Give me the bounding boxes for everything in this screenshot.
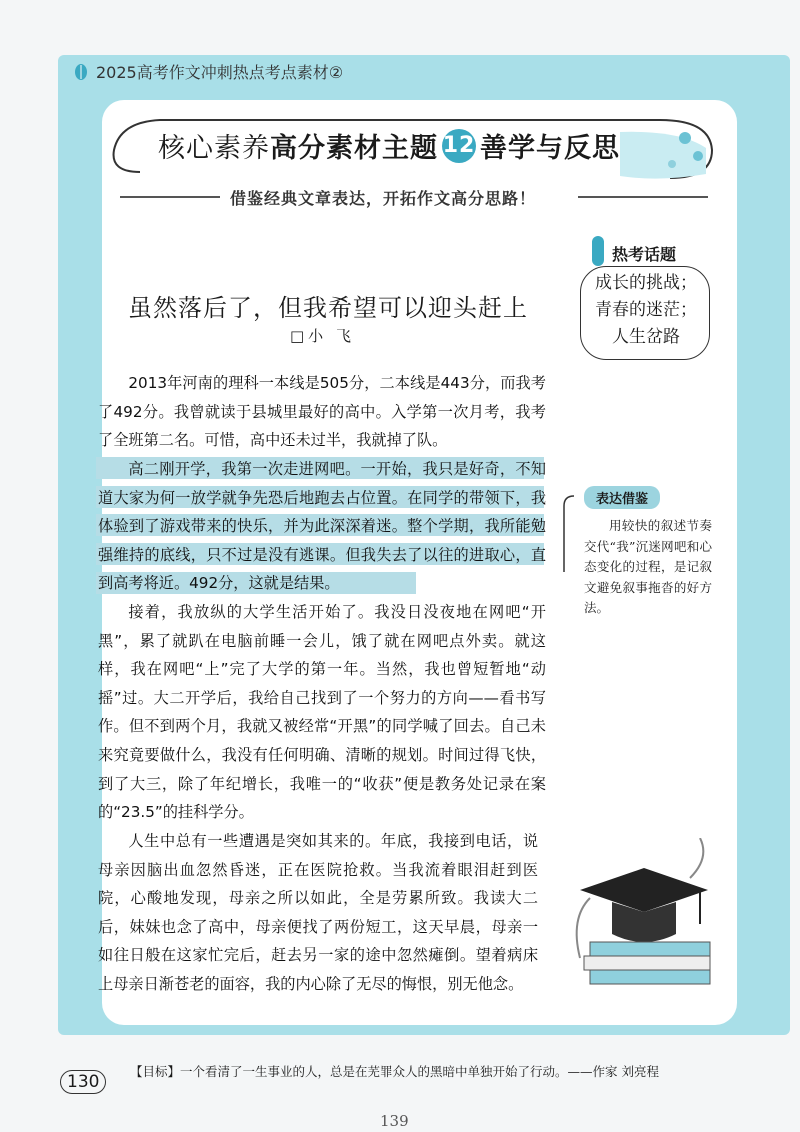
title-banner [100, 112, 720, 188]
hot-topics-box [578, 236, 713, 356]
essay-title: 虽然落后了，但我希望可以迎头赶上 [128, 294, 528, 322]
footer-quote: 【目标】一个看清了一生事业的人，总是在芜罪众人的黑暗中单独开始了行动。——作家 刘亮程 [130, 1064, 659, 1079]
essay-paragraph: 高二刚开学，我第一次走进网吧。一开始，我只是好奇，不知道大家为何一放学就争先恐后地跑去占位置。在同学的带领下，我体验到了游戏带来的快乐，并为此深深着迷。整个学期，我所能勉强维持的底线，只不过是没有逃课。但我失去了以往的进取心，直到高考将近。492分，这就是结果。 [98, 460, 546, 593]
running-title: 2025高考作文冲刺热点考点素材② [96, 63, 344, 82]
subtitle-rule-right [578, 196, 708, 198]
main-title [158, 126, 620, 165]
note-text: 用较快的叙述节奏交代“我”沉迷网吧和心态变化的过程，是记叙文避免叙事拖沓的好方法。 [584, 518, 712, 615]
title-part-b: 高分素材主题 [270, 133, 438, 164]
expression-note [572, 484, 712, 624]
hot-topic-item: 青春的迷茫； [595, 300, 697, 320]
hot-topics-label: 热考话题 [612, 245, 677, 264]
essay-paragraph: 人生中总有一些遭遇是突如其来的。年底，我接到电话，说母亲因脑出血忽然昏迷，正在医院抢救。当我流着眼泪赶到医院，心酸地发现，母亲之所以如此，全是劳累所致。我读大二后，妹妹也念了高中，母亲便找了两份短工，这天早晨，母亲一如往日般在这家忙完后，赶去另一家的途中忽然瘫倒。望着病床上母亲日渐苍老的面容，我的内心除了无尽的悔恨，别无他念。 [98, 832, 538, 993]
subtitle-rule-left [120, 196, 220, 198]
bookmark-icon [586, 236, 612, 270]
running-header [72, 60, 343, 83]
leaf-icon [72, 63, 90, 81]
title-part-a: 核心素养 [158, 133, 270, 164]
page-number: 130 [60, 1070, 106, 1094]
essay-paragraph: 接着，我放纵的大学生活开始了。我没日没夜地在网吧“开黑”，累了就趴在电脑前睡一会儿，饿了就在网吧点外卖。就这样，我在网吧“上”完了大学的第一年。当然，我也曾短暂地“动摇”过。大二开学后，我给自己找到了一个努力的方向——看书写作。但不到两个月，我就又被经常“开黑”的同学喊了回去。自己未来究竟要做什么，我没有任何明确、清晰的规划。时间过得飞快，到了大三，除了年纪增长，我唯一的“收获”便是教务处记录在案的“23.5”的挂科学分。 [98, 603, 546, 822]
scan-page-number: 139 [380, 1112, 409, 1130]
hot-topic-item: 人生岔路 [612, 327, 680, 347]
title-part-c: 善学与反思 [480, 133, 620, 164]
graduation-cap-illustration [560, 838, 720, 988]
note-bracket [560, 494, 576, 574]
essay-author: □小 飞 [290, 327, 355, 345]
essay-paragraph: 2013年河南的理科一本线是505分，二本线是443分，而我考了492分。我曾就读于县城里最好的高中。入学第一次月考，我考了全班第二名。可惜，高中还未过半，我就掉了队。 [98, 374, 546, 450]
note-label: 表达借鉴 [584, 486, 660, 509]
subtitle: 借鉴经典文章表达，开拓作文高分思路！ [230, 189, 537, 208]
hot-topic-item: 成长的挑战； [595, 273, 697, 293]
topic-number-badge: 12 [442, 129, 476, 163]
